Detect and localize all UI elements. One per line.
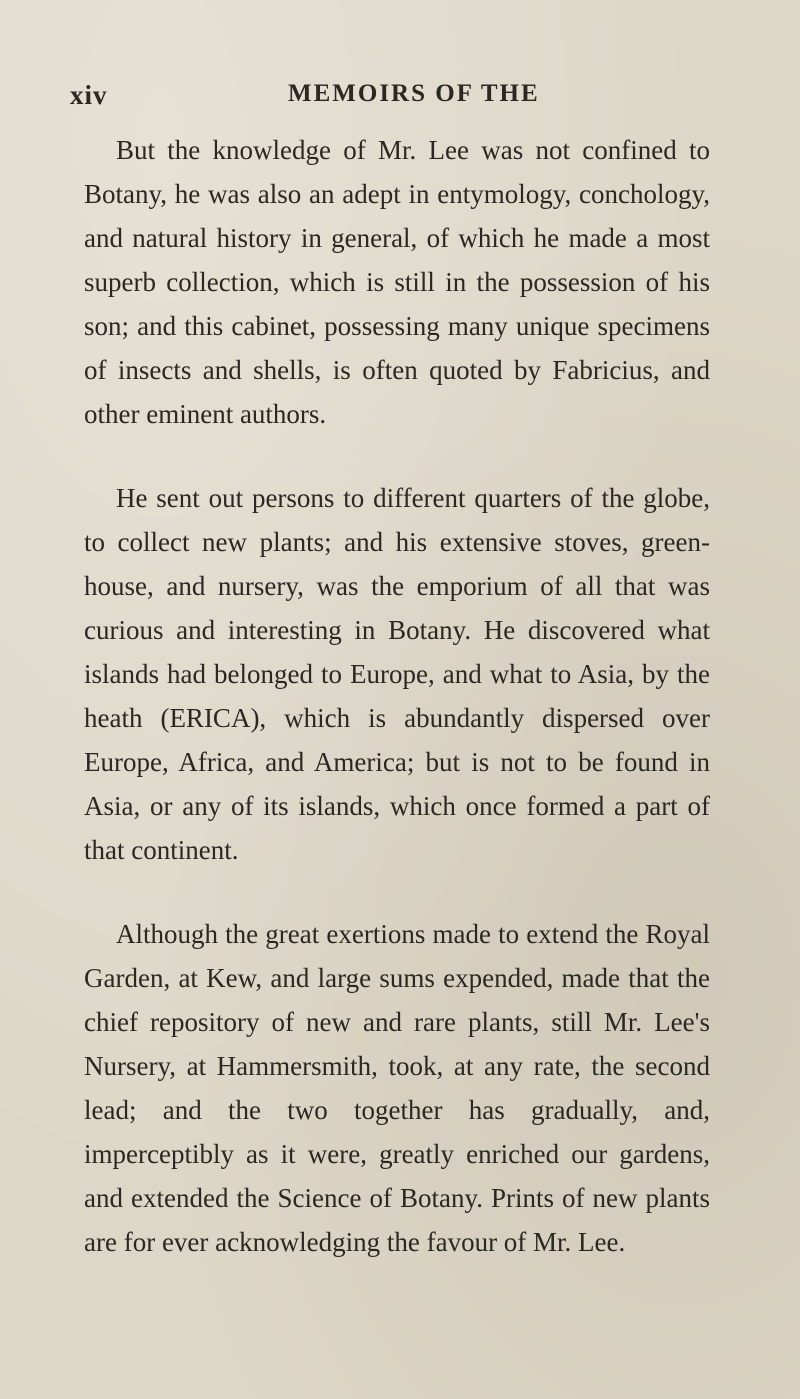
running-title: MEMOIRS OF THE bbox=[288, 80, 540, 107]
body-text bbox=[84, 128, 710, 1264]
paragraph-botany-knowledge: But the knowledge of Mr. Lee was not confined to Botany, he was also an adept in entymology, conchology, and natural history in general, of which he made a most superb collection, which is still in the possession of his son; and this cabinet, possessing many unique specimens of insects and shells, is often quoted by Fabricius, and other eminent authors. bbox=[84, 135, 710, 429]
paragraph-plant-collecting: He sent out persons to different quarters of the globe, to collect new plants; and his extensive stoves, green-house, and nursery, was the emporium of all that was curious and interesting in Botany. He discovered what islands had belonged to Europe, and what to Asia, by the heath (ERICA), which is abundantly dispersed over Europe, Africa, and America; but is not to be found in Asia, or any of its islands, which once formed a part of that continent. bbox=[84, 483, 710, 865]
paragraph-royal-garden: Although the great exertions made to extend the Royal Garden, at Kew, and large sums expended, made that the chief repository of new and rare plants, still Mr. Lee's Nursery, at Hammersmith, took, at any rate, the second lead; and the two together has gradually, and, imperceptibly as it were, greatly enriched our gardens, and extended the Science of Botany. Prints of new plants are for ever acknowledging the favour of Mr. Lee. bbox=[84, 919, 710, 1257]
page-number: xiv bbox=[70, 80, 108, 110]
running-head bbox=[70, 80, 750, 120]
